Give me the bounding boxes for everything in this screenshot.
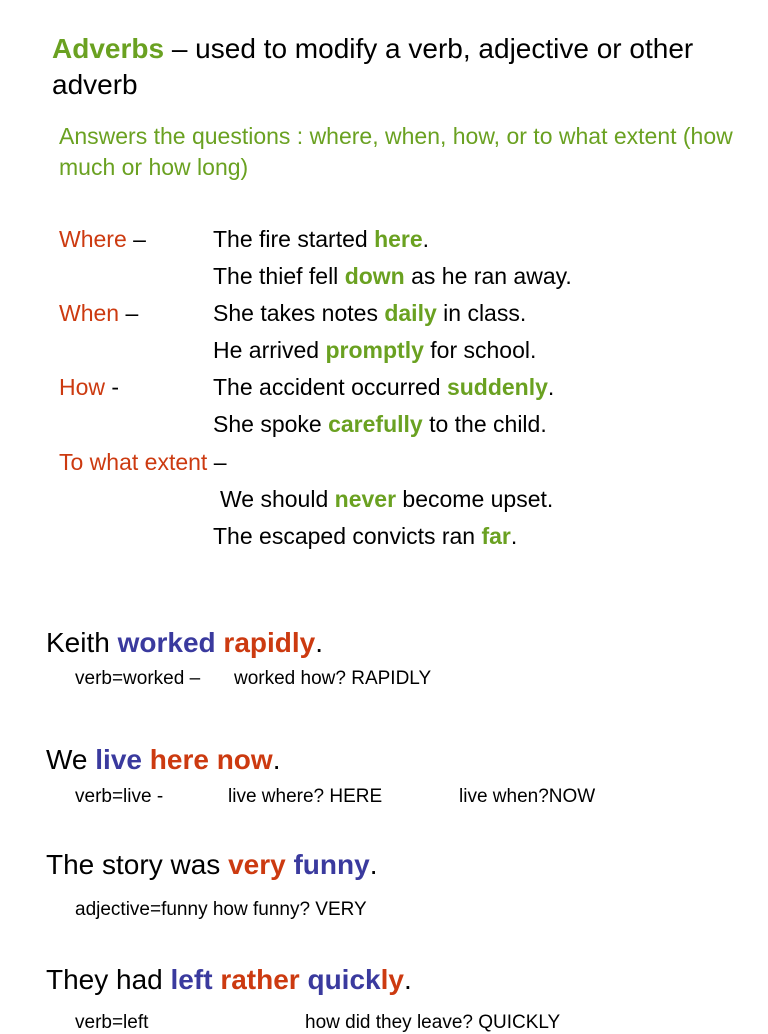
category-dash: - <box>105 374 120 400</box>
title-definition: – used to modify a verb, adjective or other adverb <box>52 33 694 100</box>
example-sentence <box>213 300 526 327</box>
sentence-they-had <box>46 964 412 996</box>
example-text: . <box>547 374 555 400</box>
sentence-verb: worked <box>117 627 216 658</box>
example-text: for school. <box>423 337 537 363</box>
category-label: When <box>59 300 120 326</box>
example-text: The accident occurred <box>213 374 447 400</box>
example-text: as he ran away. <box>404 263 572 289</box>
example-adverb: carefully <box>328 411 423 437</box>
sentence-text: We <box>46 744 96 775</box>
category-how <box>59 374 119 401</box>
example-text: The thief fell <box>213 263 345 289</box>
sentence-adjective: funny <box>293 849 370 880</box>
sentence-keith <box>46 627 323 659</box>
sentence-adverb: rapidly <box>223 627 316 658</box>
sentence-story <box>46 849 377 881</box>
category-where <box>59 226 146 253</box>
example-adverb: here <box>374 226 423 252</box>
example-text: He arrived <box>213 337 326 363</box>
category-when <box>59 300 138 327</box>
note-verb: verb=left <box>75 1012 149 1033</box>
example-sentence <box>213 226 429 253</box>
sentence-period: . <box>403 964 412 995</box>
sentence-period: . <box>272 744 281 775</box>
example-adverb: down <box>344 263 405 289</box>
example-sentence <box>213 374 554 401</box>
category-dash: – <box>207 449 227 475</box>
sentence-adverb: quick <box>307 964 381 995</box>
sentence-adverb: here now <box>149 744 273 775</box>
sentence-text: The story was <box>46 849 229 880</box>
page-title <box>52 31 732 103</box>
note-question: worked how? RAPIDLY <box>234 668 432 689</box>
example-text: . <box>510 523 518 549</box>
example-sentence <box>220 486 553 513</box>
example-adverb: suddenly <box>446 374 548 400</box>
example-text: We should <box>220 486 335 512</box>
example-text: The escaped convicts ran <box>213 523 482 549</box>
example-adverb: never <box>334 486 397 512</box>
note-question: live where? HERE <box>228 786 383 807</box>
example-text: to the child. <box>422 411 547 437</box>
sentence-adverb-suffix: ly <box>380 964 404 995</box>
category-dash: – <box>119 300 139 326</box>
category-label: To what extent <box>59 449 208 475</box>
note-adjective: adjective=funny how funny? VERY <box>75 899 367 920</box>
subtitle: Answers the questions : where, when, how, or to what extent (how much or how long) <box>59 123 733 180</box>
example-sentence <box>213 411 547 438</box>
title-keyword: Adverbs <box>52 33 165 64</box>
example-adverb: far <box>481 523 511 549</box>
sentence-space <box>142 744 150 775</box>
sentence-we-live <box>46 744 280 776</box>
example-text: in class. <box>436 300 527 326</box>
example-adverb: daily <box>384 300 437 326</box>
example-adverb: promptly <box>325 337 424 363</box>
example-text: . <box>422 226 430 252</box>
example-sentence <box>213 523 517 550</box>
sentence-verb: left <box>170 964 213 995</box>
note-verb: verb=live - <box>75 786 164 807</box>
category-dash: – <box>126 226 146 252</box>
sentence-adverb: rather <box>220 964 300 995</box>
sentence-verb: live <box>95 744 142 775</box>
category-label: Where <box>59 226 127 252</box>
category-label: How <box>59 374 106 400</box>
note-question: how did they leave? QUICKLY <box>305 1012 561 1033</box>
note-question: live when?NOW <box>459 786 596 807</box>
example-text: The fire started <box>213 226 375 252</box>
category-extent <box>59 449 227 476</box>
example-text: She spoke <box>213 411 329 437</box>
sentence-period: . <box>369 849 378 880</box>
sentence-text: Keith <box>46 627 118 658</box>
example-text: become upset. <box>396 486 554 512</box>
sentence-period: . <box>315 627 324 658</box>
sentence-adverb: very <box>228 849 286 880</box>
note-verb: verb=worked – <box>75 668 201 689</box>
example-sentence <box>213 263 572 290</box>
sentence-text: They had <box>46 964 171 995</box>
example-text: She takes notes <box>213 300 385 326</box>
example-sentence <box>213 337 536 364</box>
